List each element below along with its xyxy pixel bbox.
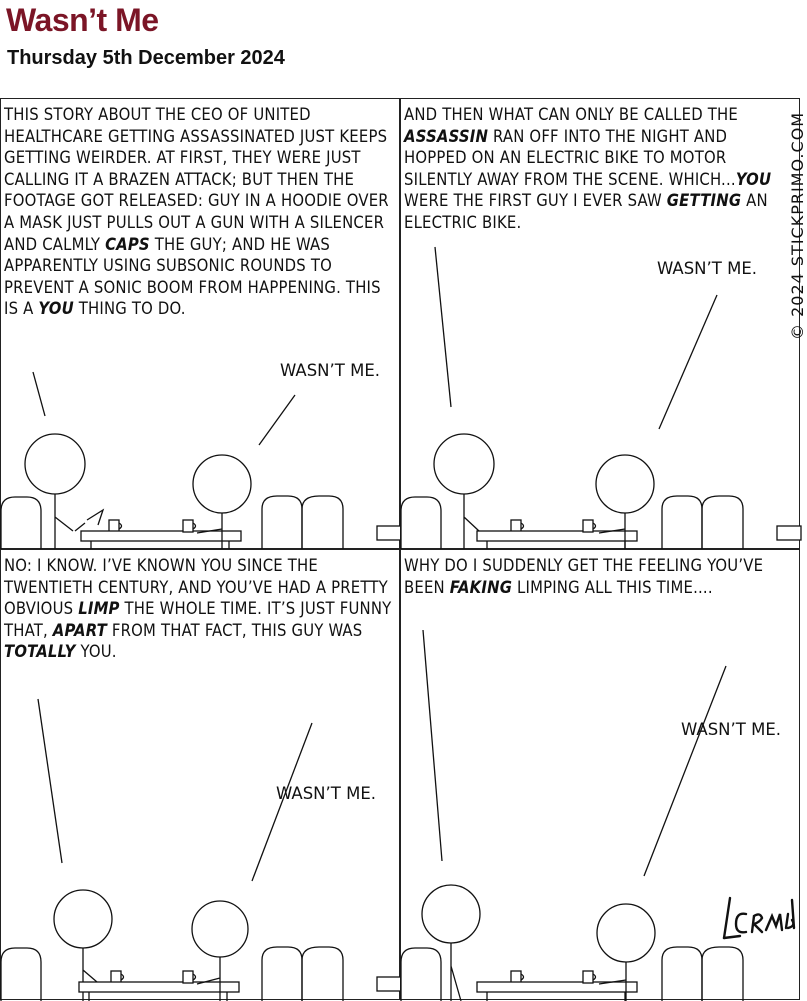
emphasis-word: CAPS <box>105 234 150 254</box>
mug-left <box>111 971 121 983</box>
side-table <box>777 526 801 540</box>
narration-2 <box>404 104 776 234</box>
remote-control <box>75 510 103 531</box>
emphasis-word: APART <box>52 620 107 640</box>
speech-tail-right <box>659 295 717 429</box>
speech-tail-left <box>33 372 45 416</box>
narration-text: THE WHOLE TIME. IT’S JUST FUNNY THAT, <box>4 599 392 640</box>
emphasis-word: GETTING <box>666 191 742 211</box>
chair-right-1 <box>662 496 702 550</box>
table <box>81 531 241 541</box>
chair-right-2 <box>302 496 343 550</box>
speech-tail-left <box>435 247 451 407</box>
panel-3 <box>0 549 400 1000</box>
stick-figure-right-body <box>197 957 220 1001</box>
reply-3: WASN’T ME. <box>276 784 376 803</box>
narration-text: WERE THE FIRST GUY I EVER SAW <box>404 191 667 211</box>
table <box>477 531 637 541</box>
chair-left <box>1 497 41 550</box>
comic-strip <box>0 98 800 1000</box>
side-table <box>377 526 401 540</box>
narration-4 <box>404 555 776 598</box>
stick-figure-right-head <box>192 901 248 957</box>
chair-left <box>401 497 441 550</box>
reply-4: WASN’T ME. <box>681 720 781 739</box>
emphasis-word: YOU <box>38 299 74 319</box>
stick-figure-right-head <box>597 904 655 962</box>
narration-text: THE GUY; AND HE WAS APPARENTLY USING SUBSONIC ROUNDS TO PREVENT A SONIC BOOM FROM HAPPENING. THIS IS A <box>4 234 381 319</box>
narration-text: NO: I KNOW. I’VE KNOWN YOU SINCE THE TWENTIETH CENTURY, AND YOU’VE HAD A PRETTY OBVIOUS <box>4 556 388 619</box>
stick-figure-left-head <box>25 434 85 494</box>
comic-title: Wasn’t Me <box>6 2 159 38</box>
table <box>477 982 637 992</box>
narration-3 <box>4 555 399 663</box>
artist-signature <box>716 880 798 942</box>
speech-tail-left <box>423 630 442 861</box>
mug-right <box>183 971 193 983</box>
narration-text: THIS STORY ABOUT THE CEO OF UNITED HEALTHCARE GETTING ASSASSINATED JUST KEEPS GETTING WEIRDER. AT FIRST, THEY WERE JUST CALLING IT A BRAZEN ATTACK; BUT THEN THE FOOTAGE GOT RELEASED: GUY IN A HOODIE OVER A MASK JUST PULLS OUT A GUN WITH A SILENCER AND CALMLY <box>4 105 389 254</box>
emphasis-word: LIMP <box>78 599 120 619</box>
mug-left <box>511 520 521 532</box>
chair-right-2 <box>702 947 743 1001</box>
copyright-notice: © 2024 STICKPRIMO.COM <box>788 111 807 340</box>
narration-text: THING TO DO. <box>73 299 186 319</box>
narration-1 <box>4 104 399 320</box>
table <box>79 982 239 992</box>
panel-1 <box>0 98 400 549</box>
narration-text: YOU. <box>75 642 117 662</box>
chair-left <box>401 948 441 1001</box>
chair-right-1 <box>662 947 702 1001</box>
stick-figure-left-head <box>422 885 480 943</box>
comic-date: Thursday 5th December 2024 <box>7 47 285 69</box>
chair-right-1 <box>262 947 302 1001</box>
mug-left <box>109 520 119 532</box>
mug-left <box>511 971 521 983</box>
narration-text: RAN OFF INTO THE NIGHT AND HOPPED ON AN ELECTRIC BIKE TO MOTOR SILENTLY AWAY FROM THE SCENE. WHICH... <box>404 126 736 189</box>
chair-right-2 <box>702 496 743 550</box>
mug-right <box>183 520 193 532</box>
stick-figure-right-head <box>596 455 654 513</box>
narration-text: FROM THAT FACT, THIS GUY WAS <box>106 620 363 640</box>
narration-text: WHY DO I SUDDENLY GET THE FEELING YOU’VE BEEN <box>404 556 764 597</box>
chair-right-2 <box>302 947 343 1001</box>
stick-figure-left-head <box>54 890 112 948</box>
chair-right-1 <box>262 496 302 550</box>
mug-right <box>583 971 593 983</box>
chair-left <box>1 948 41 1001</box>
narration-text: AN ELECTRIC BIKE. <box>404 191 768 232</box>
stick-figure-left-body <box>55 494 73 550</box>
emphasis-word: ASSASSIN <box>404 126 489 146</box>
reply-2: WASN’T ME. <box>657 259 757 278</box>
side-table <box>377 977 401 991</box>
panel-2 <box>400 98 800 549</box>
speech-tail-left <box>38 699 62 863</box>
mug-right <box>583 520 593 532</box>
stick-figure-right-head <box>193 455 251 513</box>
reply-1: WASN’T ME. <box>280 361 380 380</box>
speech-tail-right <box>644 666 726 876</box>
speech-tail-right <box>259 395 295 445</box>
stick-figure-left-head <box>434 434 494 494</box>
narration-text: LIMPING ALL THIS TIME.... <box>512 577 713 597</box>
stick-figure-left-body <box>83 948 97 1001</box>
stick-figure-left-body <box>451 943 461 1001</box>
emphasis-word: YOU <box>735 169 772 189</box>
emphasis-word: TOTALLY <box>4 642 76 662</box>
narration-text: AND THEN WHAT CAN ONLY BE CALLED THE <box>404 105 738 124</box>
emphasis-word: FAKING <box>449 577 513 597</box>
